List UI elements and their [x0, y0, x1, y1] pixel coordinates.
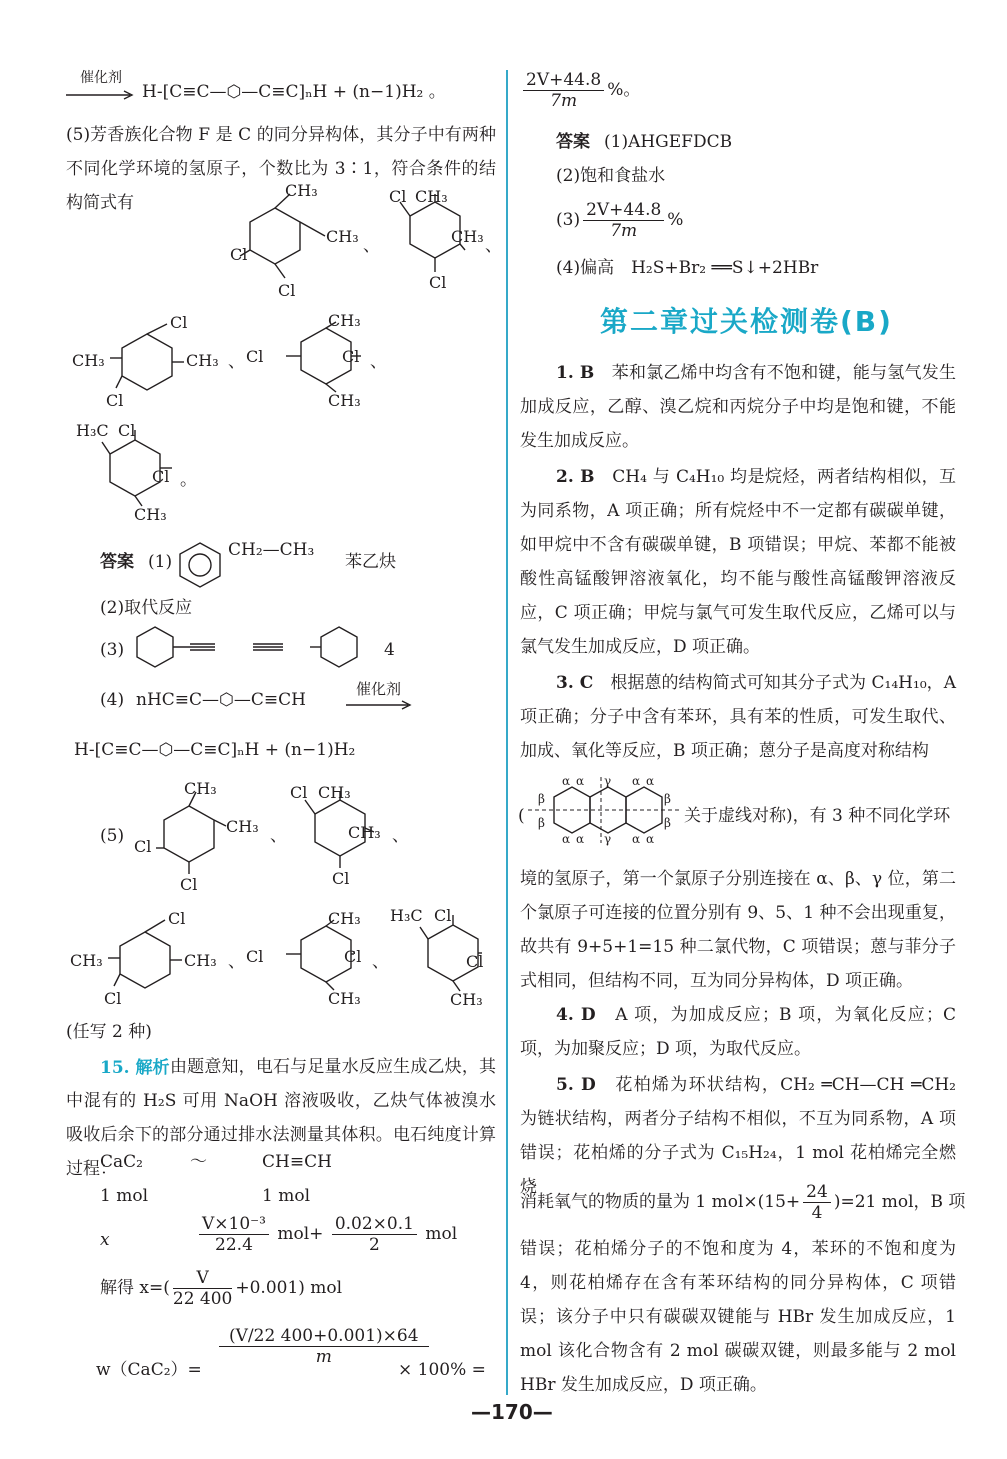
frac-solve: $\frac{V}{22 400}$	[172, 1268, 233, 1309]
catalyst-arrow	[66, 90, 136, 100]
s1-ch3-right: CH₃	[326, 227, 359, 246]
beta-1: β	[538, 792, 545, 806]
calc-solve	[100, 1268, 342, 1309]
alpha-6: α	[576, 832, 585, 846]
q3-label: 3. C	[556, 673, 594, 693]
ans4-number: (4)	[100, 690, 125, 710]
q1-label: 1. B	[556, 363, 595, 383]
sep-3: 、	[228, 352, 245, 372]
sep-6: 、	[392, 826, 409, 846]
q5-text-2	[520, 1182, 965, 1223]
a3-pre: (3)	[556, 210, 581, 230]
alpha-4: α	[646, 774, 655, 788]
s3-cl-top: Cl	[170, 313, 188, 332]
s1-cl-bottom: Cl	[278, 281, 296, 300]
calc-1mol-b: 1 mol	[262, 1186, 311, 1206]
ans5-number: (5)	[100, 826, 125, 846]
calc-1mol-a: 1 mol	[100, 1186, 149, 1206]
s2-cl-bottom: Cl	[429, 273, 447, 292]
calc-mol: mol	[425, 1224, 458, 1244]
a5s3-ch3-left: CH₃	[70, 951, 103, 970]
gamma-top: γ	[604, 774, 612, 788]
q3-text	[520, 666, 956, 768]
ans5-structure-3	[70, 910, 230, 1010]
catalyst-label: 催化剂	[80, 70, 122, 86]
s5-cl-top: Cl	[118, 421, 136, 440]
a5s4-cl-right: Cl	[344, 947, 362, 966]
ans4-product: H‑[C≡C—⬡—C≡C]ₙH + (n−1)H₂	[74, 740, 356, 760]
answer-heading-left: 答案	[100, 552, 134, 572]
a5s2-ch3-top: CH₃	[318, 783, 351, 802]
ans3-value: 4	[384, 640, 395, 660]
beta-4: β	[664, 816, 671, 830]
alpha-8: α	[646, 832, 655, 846]
top-fraction	[520, 70, 640, 111]
q3-body: 根据蒽的结构简式可知其分子式为 C₁₄H₁₀，A 项正确；分子中含有苯环，具有苯的性质，可发生取代、加成、氧化等反应，B 项正确；蒽分子是高度对称结构	[520, 673, 957, 761]
ans5-structure-4	[246, 910, 376, 1010]
anthracene-diagram	[524, 775, 684, 845]
ans5-structure-1	[134, 779, 274, 894]
s5-cl-right: Cl	[152, 467, 170, 486]
a5s1-ch3-top: CH₃	[184, 779, 217, 798]
a5s2-cl-top: Cl	[290, 783, 308, 802]
alpha-5: α	[562, 832, 571, 846]
frac-naoh: $\frac{0.02\times 0.1}{2}$	[332, 1214, 417, 1255]
q15-label: 15. 解析	[100, 1058, 170, 1078]
ans1-number: (1)	[148, 552, 173, 572]
column-divider	[506, 70, 508, 1395]
s4-ch3-top: CH₃	[328, 311, 361, 330]
q2-body: CH₄ 与 C₄H₁₀ 均是烷烃，两者结构相似，互为同系物，A 项正确；所有烷烃中不一定都有碳碳单键，如甲烷中不含有碳碳单键，B 项错误；甲烷、苯都不能被酸性高锰酸钾溶液氧化，均不能与酸性高锰酸钾溶液反应，C 项正确；甲烷与氯气可发生取代反应，乙烯可以与氯气发生加成反应，D 项正确。	[520, 467, 956, 657]
calc-x: x	[100, 1230, 110, 1250]
s1-ch3-top: CH₃	[285, 181, 318, 200]
answer-4: (4)偏高 H₂S+Br₂ ══S↓+2HBr	[556, 258, 819, 278]
ans4-arrow	[346, 700, 412, 710]
s2-ch3-top: CH₃	[415, 187, 448, 206]
frac-24-4: $\frac{24}{4}$	[803, 1182, 831, 1223]
calc-tilde: ～	[190, 1152, 207, 1172]
sep-8: 、	[372, 952, 389, 972]
frac-purity: $\frac{(V/22 400+0.001)\times 64}{m}$	[219, 1326, 429, 1367]
a5s5-h3c: H₃C	[390, 906, 423, 925]
alpha-3: α	[632, 774, 641, 788]
a5s1-ch3-right: CH₃	[226, 817, 259, 836]
beta-2: β	[538, 816, 545, 830]
q2-text	[520, 460, 956, 664]
ans1-name: 苯乙炔	[345, 552, 396, 572]
q5-question: (5)芳香族化合物 F 是 C 的同分异构体，其分子中有两种不同化学环境的氢原子，个数比为 3∶1，符合条件的结构简式有	[66, 125, 496, 213]
calc-acetylene: CH≡CH	[262, 1152, 332, 1172]
ans3-structure	[135, 625, 365, 669]
calc-mol-plus: mol+	[277, 1224, 324, 1244]
structure-5	[72, 420, 192, 525]
page-number: —170—	[471, 1400, 553, 1424]
q1-body: 苯和氯乙烯中均含有不饱和键，能与氢气发生加成反应，乙醇、溴乙烷和丙烷分子中均是饱和键，不能发生加成反应。	[520, 363, 956, 451]
q5-text-3: 错误；花柏烯分子的不饱和度为 4，苯环的不饱和度为 4，则花柏烯存在含有苯环结构的同分异构体，C 项错误；该分子中只有碳碳双键能与 HBr 发生加成反应，1 mol 该化合物含有 2 mol 碳碳双键，则最多能与 2 mol HBr 发生加成反应，D 项正确。	[520, 1239, 956, 1395]
a5s4-ch3-bottom: CH₃	[328, 989, 361, 1008]
s5-ch3-bottom: CH₃	[134, 505, 167, 524]
sep-4: 、	[370, 352, 387, 372]
ans4-reactant: nHC≡C—⬡—C≡CH	[136, 690, 306, 710]
ans1-formula: CH₂—CH₃	[228, 540, 315, 560]
q4-label: 4. D	[556, 1005, 596, 1025]
s3-ch3-left: CH₃	[72, 351, 105, 370]
a5s4-cl-left: Cl	[246, 947, 264, 966]
ans5-structure-5	[390, 905, 502, 1010]
end-mark: 。	[180, 470, 197, 490]
s5-h3c: H₃C	[76, 421, 109, 440]
a5s4-ch3-top: CH₃	[328, 909, 361, 928]
s2-ch3-right: CH₃	[451, 227, 484, 246]
q5-pre: 消耗氧气的物质的量为 1 mol×(15+	[520, 1192, 801, 1212]
ans1-benzene	[178, 540, 228, 586]
structure-1	[230, 181, 370, 303]
answer-2: (2)饱和食盐水	[556, 166, 666, 186]
a3-end: %	[667, 210, 684, 230]
calc-row3	[196, 1214, 457, 1255]
q5-body-1: 花柏烯为环状结构，CH₂ ═CH—CH ═CH₂ 为链状结构，两者分子结构不相似，不互为同系物，A 项错误；花柏烯的分子式为 C₁₅H₂₄，1 mol 花柏烯完全燃烧	[520, 1075, 956, 1197]
sep-7: 、	[228, 952, 245, 972]
a5s3-ch3-right: CH₃	[184, 951, 217, 970]
s1-cl-left: Cl	[230, 245, 248, 264]
s4-cl-left: Cl	[246, 347, 264, 366]
structure-3	[72, 312, 232, 412]
ans3-number: (3)	[100, 640, 125, 660]
calc-cac2: CaC₂	[100, 1152, 143, 1172]
q3-symmetry-note: 关于虚线对称)，有 3 种不同化学环	[684, 806, 951, 826]
a5s3-cl-top: Cl	[168, 909, 186, 928]
a5s1-cl-bottom: Cl	[180, 875, 198, 894]
any-two-note: (任写 2 种)	[66, 1022, 152, 1042]
solve-pre: 解得 x=(	[100, 1278, 170, 1298]
q1-text	[520, 356, 956, 458]
a5s3-cl-bottom: Cl	[104, 989, 122, 1008]
s4-cl-right: Cl	[342, 347, 360, 366]
a5s2-cl-bottom: Cl	[332, 869, 350, 888]
ans4-catalyst: 催化剂	[356, 680, 402, 698]
q5-label: 5. D	[556, 1075, 596, 1095]
q4-text	[520, 998, 956, 1066]
q15-text: 由题意知，电石与足量水反应生成乙炔，其中混有的 H₂S 可用 NaOH 溶液吸收，乙炔气体被溴水吸收后余下的部分通过排水法测量其体积。电石纯度计算过程：	[66, 1057, 496, 1179]
q3-text-2: 境的氢原子，第一个氯原子分别连接在 α、β、γ 位，第二个氯原子可连接的位置分别有 9、5、1 种不会出现重复，故共有 9+5+1=15 种二氯代物，C 项错误；蒽与菲分子式相同，但结构不同，互为同分异构体，D 项正确。	[520, 869, 956, 991]
gamma-bottom: γ	[604, 832, 612, 846]
a5s5-cl-right: Cl	[466, 952, 484, 971]
answer-1: (1)AHGEFDCB	[604, 132, 733, 152]
alpha-7: α	[632, 832, 641, 846]
q4-body: A 项，为加成反应；B 项，为氧化反应；C 项，为加聚反应；D 项，为取代反应。	[520, 1005, 956, 1059]
s2-cl-top: Cl	[389, 187, 407, 206]
beta-3: β	[664, 792, 671, 806]
sep-5: 、	[270, 826, 287, 846]
answer-3	[556, 200, 683, 241]
section-title: 第二章过关检测卷(B)	[600, 305, 893, 338]
top-end: %。	[607, 80, 641, 100]
a5s2-ch3-right: CH₃	[348, 823, 381, 842]
answer-heading-right: 答案	[556, 132, 590, 152]
alpha-1: α	[562, 774, 571, 788]
solve-end: +0.001) mol	[235, 1278, 343, 1298]
polymer-equation: H‑[C≡C—⬡—C≡C]ₙH + (n−1)H₂ 。	[142, 82, 446, 102]
s4-ch3-bottom: CH₃	[328, 391, 361, 410]
frac-a3: $\frac{2V+44.8}{7m}$	[583, 200, 664, 241]
a5s5-cl-top: Cl	[434, 906, 452, 925]
alpha-2: α	[576, 774, 585, 788]
paren-open: (	[518, 806, 525, 826]
sep-1: 、	[363, 236, 380, 256]
calc-w-label: w（CaC₂）=	[96, 1360, 202, 1380]
s3-ch3-right: CH₃	[186, 351, 219, 370]
frac-volume: $\frac{\text{V×10⁻³}}{22.4}$	[199, 1214, 269, 1255]
sep-2: 、	[485, 236, 502, 256]
a5s5-ch3-bottom: CH₃	[450, 990, 483, 1009]
q2-label: 2. B	[556, 467, 595, 487]
a5s1-cl-left: Cl	[134, 837, 152, 856]
s3-cl-bottom: Cl	[106, 391, 124, 410]
calc-w-end: × 100% =	[398, 1360, 486, 1380]
ans2: (2)取代反应	[100, 598, 193, 618]
q5-end: )=21 mol，B 项	[833, 1192, 966, 1212]
frac-top: $\frac{2V+44.8}{7m}$	[523, 70, 604, 111]
